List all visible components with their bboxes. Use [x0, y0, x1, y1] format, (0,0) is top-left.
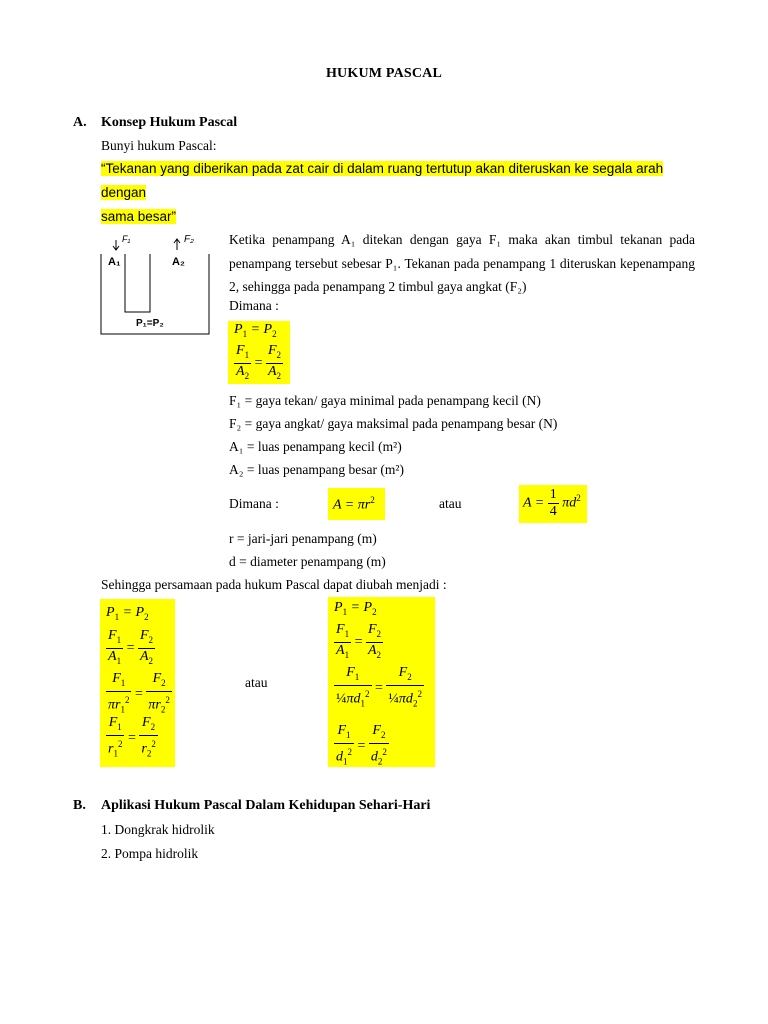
- formula-r-f-over-pir2: $\frac{F_1}{\pi r_1^2}$ = $\frac{F_2}{\pi r_2^2}$: [108, 671, 170, 715]
- formula-box-radius-form: [100, 599, 175, 767]
- sehingga-text: Sehingga persamaan pada hukum Pascal dapat diubah menjadi :: [101, 577, 447, 592]
- explanation-paragraph: Ketika penampang A₁ ditekan dengan gaya F₁ maka akan timbul tekanan pada penampang tersebut sebesar P₁. Tekanan pada penampang 1 diteruskan kepenampang 2, sehingga pada penampang 2 timbul gaya angkat (F₂): [229, 232, 695, 294]
- f1-label: F₁: [122, 234, 131, 244]
- def-a1: A₁ = luas penampang kecil (m²): [229, 439, 402, 454]
- section-a-heading: Konsep Hukum Pascal: [101, 115, 238, 130]
- formula-d-f-over-d2: $\frac{F_1}{d_1^2}$ = $\frac{F_2}{d_2^2}$: [336, 723, 387, 767]
- formula-box-diameter-form: [328, 597, 435, 767]
- list-item: 1. Dongkrak hidrolik: [101, 822, 215, 837]
- dimana-label: Dimana :: [229, 298, 279, 313]
- formula-box-pressure: [228, 321, 290, 384]
- pressure-label: P₁=P₂: [136, 318, 164, 329]
- intro-text: Bunyi hukum Pascal:: [101, 138, 217, 153]
- formula-area-radius: $A = \pi r^2$: [333, 495, 375, 513]
- formula-d-p1-p2: $P_1 = P_2$: [334, 600, 377, 617]
- dimana-label-2: Dimana :: [229, 496, 279, 511]
- quote-line-1: “Tekanan yang diberikan pada zat cair di dalam ruang tertutup akan diteruskan ke segala arah dengan: [101, 161, 664, 200]
- formula-d-f-over-quarter-pid2: $\frac{F_1}{\frac{1}{4}\pi d_1^2}$ = $\frac{F_2}{\frac{1}{4}\pi d_2^2}$: [336, 665, 422, 709]
- def-a2: A₂ = luas penampang besar (m²): [229, 462, 404, 477]
- formula-r-f-over-a: $\frac{F_1}{A_1}$ = $\frac{F_2}{A_2}$: [108, 628, 154, 666]
- formula-box-area-r: [328, 488, 385, 520]
- formula-r-f-over-r2: $\frac{F_1}{r_1^2}$ = $\frac{F_2}{r_2^2}$: [108, 715, 156, 759]
- formula-d-f-over-a: $\frac{F_1}{A_1}$ = $\frac{F_2}{A_2}$: [336, 622, 382, 660]
- f2-label: F₂: [184, 234, 194, 245]
- formula-area-diameter: A = $\frac{1}{4}$ $\pi d^2$: [523, 487, 581, 519]
- def-f2: F₂ = gaya angkat/ gaya maksimal pada penampang besar (N): [229, 416, 558, 431]
- atau-label: atau: [439, 496, 462, 511]
- formula-r-p1-p2: $P_1 = P_2$: [106, 605, 149, 622]
- pascal-diagram: [96, 228, 216, 338]
- page-title: HUKUM PASCAL: [325, 66, 443, 81]
- def-d: d = diameter penampang (m): [229, 554, 386, 569]
- def-f1: F₁ = gaya tekan/ gaya minimal pada penampang kecil (N): [229, 393, 541, 408]
- def-r: r = jari-jari penampang (m): [229, 531, 377, 546]
- a1-label: A₁: [108, 256, 121, 268]
- atau-label-2: atau: [245, 675, 268, 690]
- formula-p1-p2: $P_1 = P_2$: [234, 322, 277, 339]
- a2-label: A₂: [172, 256, 185, 268]
- pascal-quote: [101, 157, 686, 229]
- section-a-letter: A.: [73, 115, 87, 130]
- quote-line-2: sama besar”: [101, 209, 177, 224]
- formula-f-over-a: $\frac{F_1}{A_2}$ = $\frac{F_2}{A_2}$: [236, 343, 282, 381]
- section-b-heading: Aplikasi Hukum Pascal Dalam Kehidupan Sehari-Hari: [101, 798, 431, 813]
- section-b-letter: B.: [73, 798, 86, 813]
- formula-box-area-d: [519, 485, 587, 523]
- list-item: 2. Pompa hidrolik: [101, 846, 199, 861]
